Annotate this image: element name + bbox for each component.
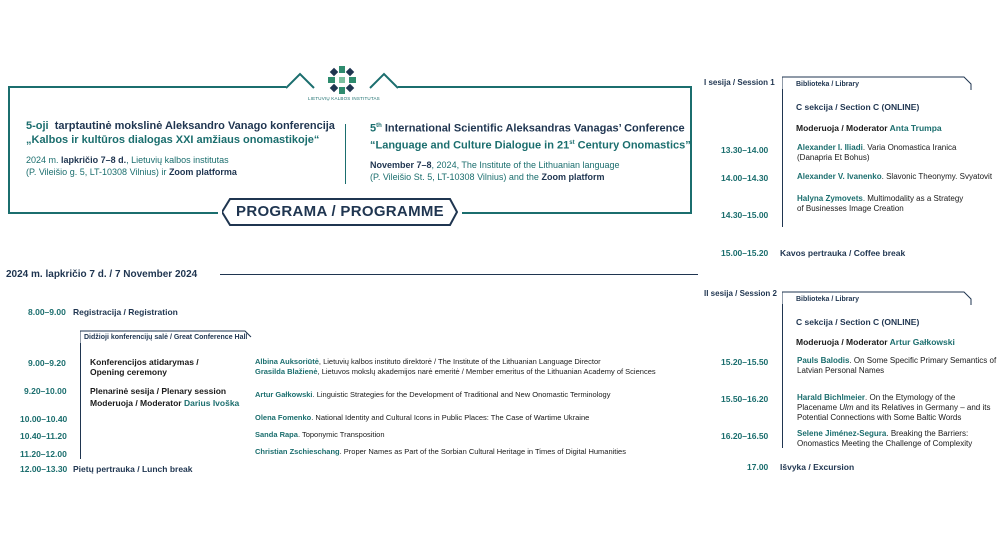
room-label: Biblioteka / Library xyxy=(796,81,860,88)
hall-label: Didžioji konferencijų salė / Great Conference Hall xyxy=(84,334,248,341)
en-title-2: “Language and Culture Dialogue in 21st Century Onomastics” xyxy=(370,139,691,152)
talk-entry: Halyna Zymovets. Multimodality as a Strategy of Businesses Image Creation xyxy=(797,194,964,213)
header-lt xyxy=(26,119,336,178)
day-title: 2024 m. lapkričio 7 d. / 7 November 2024 xyxy=(6,269,198,280)
time-slot: 15.50–16.20 xyxy=(721,394,769,404)
lt-title-1: 5-oji tarptautinė mokslinė Aleksandro Vanago konferencija xyxy=(26,120,335,132)
lt-address: (P. Vileišio g. 5, LT-10308 Vilnius) ir Zoom platforma xyxy=(26,167,237,177)
speaker-line: Grasilda Blažienė, Lietuvos mokslų akademijos narė emeritė / Member emeritus of the Lithuanian Academy of Sciences xyxy=(255,367,656,376)
session-1-title: I sesija / Session 1 xyxy=(704,78,775,87)
time-slot: 16.20–16.50 xyxy=(721,431,769,441)
talk-entry: Harald Bichlmeier. On the Etymology of the Placename Ulm and its Relatives in Germany – and its Potential Connections with Some Baltic Words xyxy=(797,393,991,422)
time-slot: 14.30–15.00 xyxy=(721,210,769,220)
en-date: November 7–8, 2024, The Institute of the Lithuanian language xyxy=(370,160,620,171)
time-slot: 10.40–11.20 xyxy=(20,431,67,441)
section-label: C sekcija / Section C (ONLINE) xyxy=(796,317,920,327)
hall-tag xyxy=(80,330,252,344)
speaker-line: Artur Gałkowski. Linguistic Strategies for the Development of Traditional and New Onomastic Terminology xyxy=(255,390,611,399)
speaker-line: Albina Auksoriūtė, Lietuvių kalbos instituto direktorė / The Institute of the Lithuanian Language Director xyxy=(255,357,601,366)
time-slot: 9.20–10.00 xyxy=(24,386,67,396)
session-2-room-tag xyxy=(782,291,972,305)
speaker-line: Sanda Rapa. Toponymic Transposition xyxy=(255,430,385,439)
lunch-label: Pietų pertrauka / Lunch break xyxy=(73,464,193,474)
session-2-vline xyxy=(782,304,783,448)
break-label: Kavos pertrauka / Coffee break xyxy=(780,248,906,258)
logo-text: LIETUVIŲ KALBOS INSTITUTAS xyxy=(308,96,380,101)
break-time: 15.00–15.20 xyxy=(721,248,769,258)
session-1-vline xyxy=(782,89,783,227)
room-label: Biblioteka / Library xyxy=(796,296,860,303)
lt-date: 2024 m. lapkričio 7–8 d., Lietuvių kalbos institutas xyxy=(26,155,229,165)
talk-entry: Alexander V. Ivanenko. Slavonic Theonymy. Svyatovit xyxy=(797,172,993,181)
time-slot: 13.30–14.00 xyxy=(721,145,769,155)
time-slot: 15.20–15.50 xyxy=(721,357,769,367)
time-slot: 9.00–9.20 xyxy=(28,358,66,368)
section-label: C sekcija / Section C (ONLINE) xyxy=(796,102,920,112)
session-2-title: II sesija / Session 2 xyxy=(704,289,777,298)
institute-logo xyxy=(286,62,398,104)
time-slot: 11.20–12.00 xyxy=(20,449,67,459)
moderator-line: Moderuoja / Moderator Artur Gałkowski xyxy=(796,337,955,347)
programme-banner xyxy=(222,198,458,226)
speaker-line: Olena Fomenko. National Identity and Cultural Icons in Public Places: The Case of Wartime Ukraine xyxy=(255,413,590,422)
excursion-label: Išvyka / Excursion xyxy=(780,462,855,472)
time-slot: 14.00–14.30 xyxy=(721,173,769,183)
talk-entry: Alexander I. Iliadi. Varia Onomastica Iranica (Danapria Et Bohus) xyxy=(797,143,957,162)
opening-label: Konferencijos atidarymas / Opening ceremony xyxy=(90,357,199,377)
reg-time: 8.00–9.00 xyxy=(28,307,66,317)
time-slot: 10.00–10.40 xyxy=(20,414,68,424)
talk-entry: Selene Jiménez-Segura. Breaking the Barriers: Onomastics Meeting the Challenge of Complexity xyxy=(797,429,973,448)
en-address: (P. Vileišio St. 5, LT-10308 Vilnius) and the Zoom platform xyxy=(370,172,605,183)
excursion-time: 17.00 xyxy=(747,462,769,472)
moderator-line: Moderuoja / Moderator Anta Trumpa xyxy=(796,123,942,133)
talk-entry: Pauls Balodis. On Some Specific Primary Semantics of Latvian Personal Names xyxy=(797,356,997,375)
lunch-time: 12.00–13.30 xyxy=(20,464,68,474)
speaker-line: Christian Zschieschang. Proper Names as Part of the Sorbian Cultural Heritage in Times of Digital Humanities xyxy=(255,447,626,456)
reg-label: Registracija / Registration xyxy=(73,307,178,317)
session-1-room-tag xyxy=(782,76,972,90)
day-divider xyxy=(220,274,698,275)
programme-title: PROGRAMA / PROGRAMME xyxy=(236,203,444,220)
en-title-1: 5th International Scientific Aleksandras Vanagas’ Conference xyxy=(370,122,685,135)
plenary-label: Plenarinė sesija / Plenary session Moderuoja / Moderator Darius Ivoška xyxy=(90,386,240,408)
header-en xyxy=(370,119,691,183)
hall-vline xyxy=(80,343,81,459)
lt-title-2: „Kalbos ir kultūros dialogas XXI amžiaus onomastikoje“ xyxy=(26,134,320,146)
